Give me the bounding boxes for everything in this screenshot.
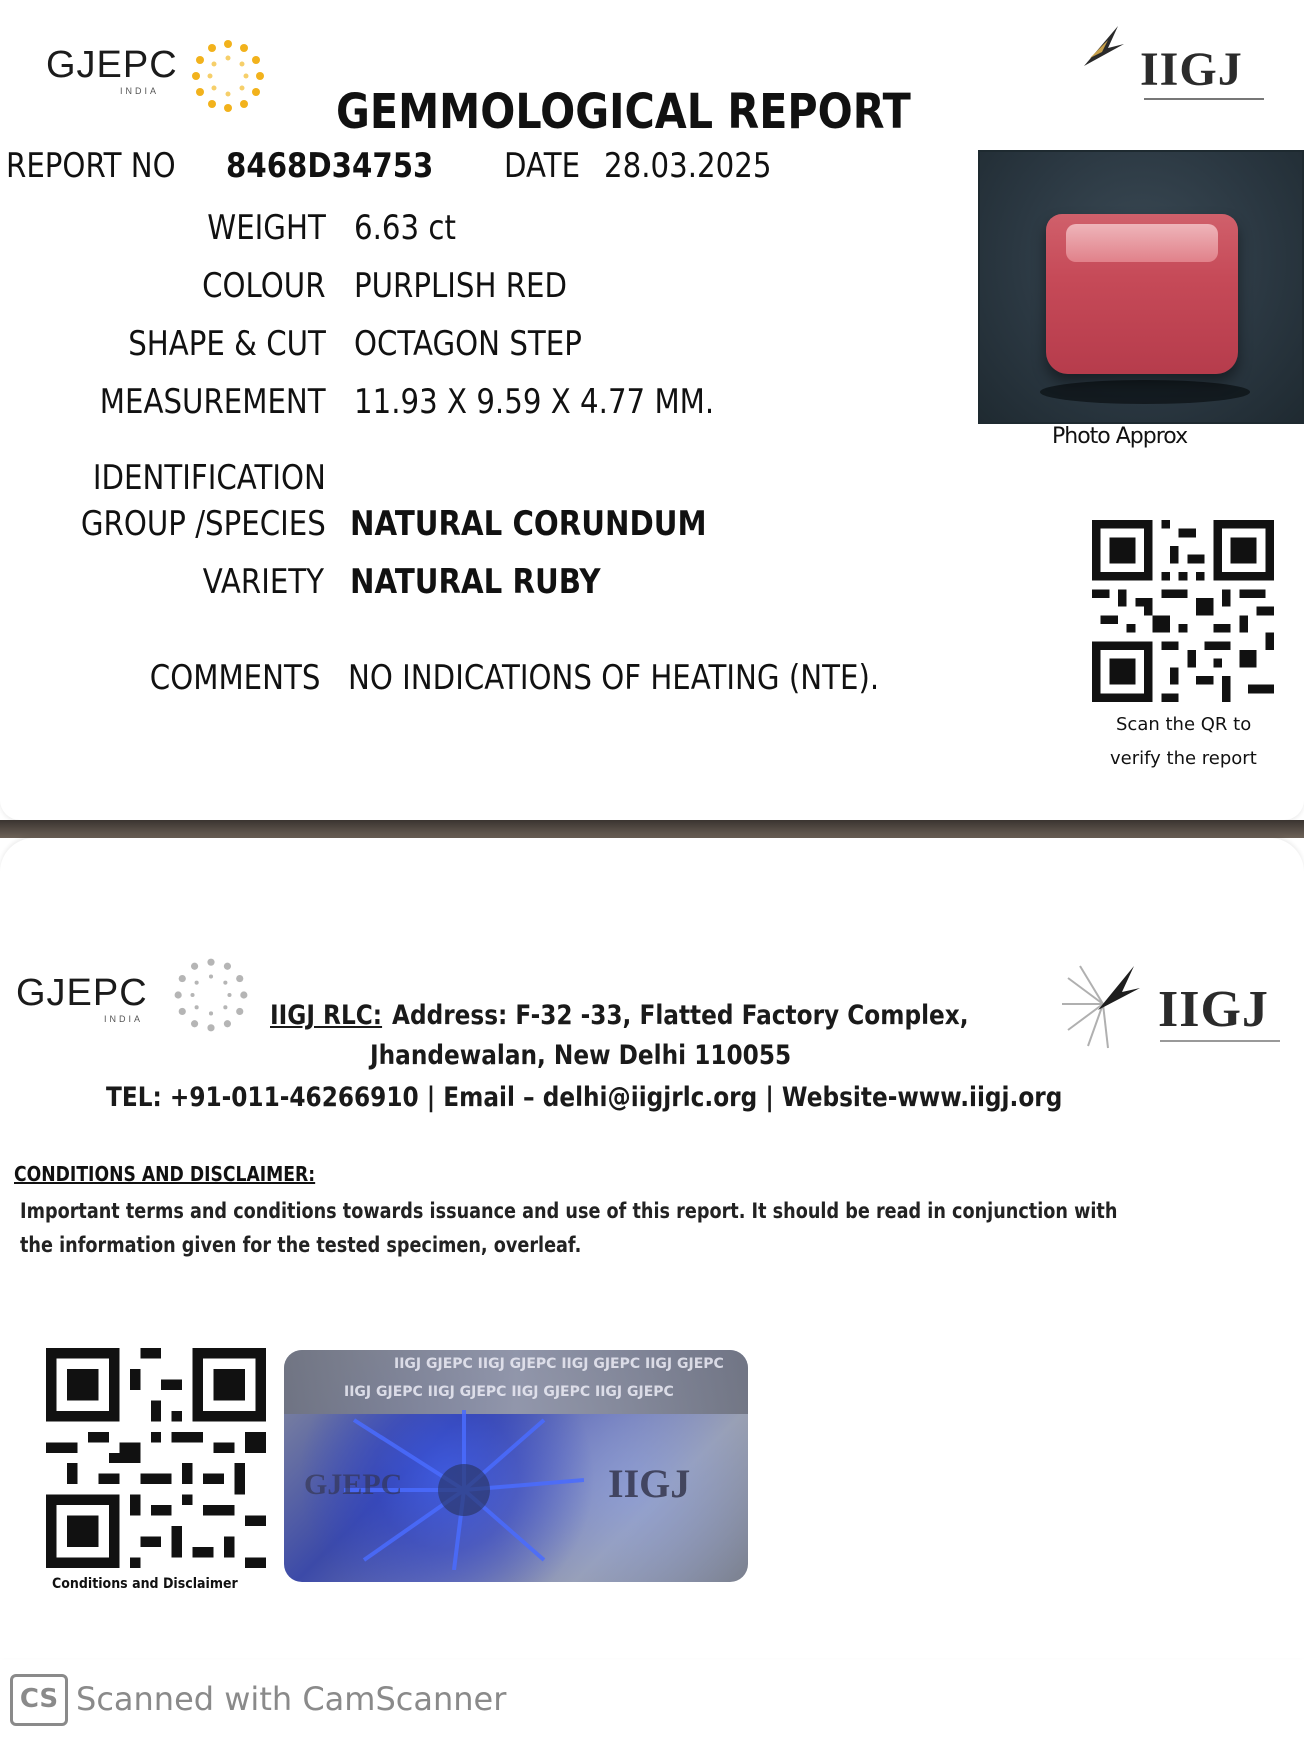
camscanner-watermark: Scanned with CamScanner xyxy=(76,1680,507,1718)
shape-cut-label: SHAPE & CUT xyxy=(128,324,326,364)
hologram-gjepc-logo: GJEPC xyxy=(304,1468,403,1501)
comments-value: NO INDICATIONS OF HEATING (NTE). xyxy=(348,658,880,698)
gem-photo xyxy=(978,150,1304,424)
variety-value: NATURAL RUBY xyxy=(350,562,601,602)
report-title: GEMMOLOGICAL REPORT xyxy=(336,84,911,140)
iigj-logo-text: IIGJ xyxy=(1140,43,1243,96)
gjepc-logo-text-back: GJEPC xyxy=(16,972,148,1014)
gem-shadow xyxy=(1040,380,1250,404)
weight-value: 6.63 ct xyxy=(354,208,456,248)
report-no-value: 8468D34753 xyxy=(226,146,434,186)
address-line2: Jhandewalan, New Delhi 110055 xyxy=(370,1040,792,1071)
gem-table-facet xyxy=(1066,224,1218,262)
photo-caption: Photo Approx xyxy=(1052,424,1188,449)
conditions-line1: Important terms and conditions towards issuance and use of this report. It should be read in conjunction with xyxy=(20,1199,1118,1223)
address-line1: Address: F-32 -33, Flatted Factory Complex, xyxy=(392,1000,969,1031)
gjepc-india-text: INDIA xyxy=(120,86,160,96)
hologram-microtext-2: IIGJ GJEPC IIGJ GJEPC IIGJ GJEPC IIGJ GJEPC xyxy=(344,1384,674,1400)
contact-line[interactable]: TEL: +91-011-46266910 | Email – delhi@iigjrlc.org | Website-www.iigj.org xyxy=(106,1082,1063,1113)
conditions-qr-caption: Conditions and Disclaimer xyxy=(52,1576,238,1592)
colour-label: COLOUR xyxy=(202,266,326,306)
conditions-heading: CONDITIONS AND DISCLAIMER: xyxy=(14,1162,316,1186)
hologram-iigj-logo: IIGJ xyxy=(608,1461,691,1506)
verify-qr-code[interactable] xyxy=(1092,518,1274,704)
report-front-card xyxy=(0,0,1304,820)
colour-value: PURPLISH RED xyxy=(354,266,568,306)
identification-label: IDENTIFICATION xyxy=(93,458,326,498)
comments-label: COMMENTS xyxy=(149,658,320,698)
iigj-logo-text-back: IIGJ xyxy=(1158,981,1269,1038)
conditions-qr-code[interactable] xyxy=(46,1346,266,1570)
shape-cut-value: OCTAGON STEP xyxy=(354,324,582,364)
gjepc-sunburst-icon-back xyxy=(172,954,250,1041)
qr-caption-line2: verify the report xyxy=(1110,748,1257,769)
gjepc-logo-text: GJEPC xyxy=(46,44,178,86)
gem-image xyxy=(1046,214,1238,374)
group-species-value: NATURAL CORUNDUM xyxy=(350,504,707,544)
security-hologram xyxy=(284,1350,748,1582)
date-value: 28.03.2025 xyxy=(604,146,772,186)
date-label: DATE xyxy=(504,146,581,186)
iigj-logo-rule xyxy=(1144,98,1264,100)
measurement-value: 11.93 X 9.59 X 4.77 MM. xyxy=(354,382,715,422)
variety-label: VARIETY xyxy=(202,562,324,602)
group-species-label: GROUP /SPECIES xyxy=(81,504,326,544)
weight-label: WEIGHT xyxy=(207,208,326,248)
hologram-microtext: IIGJ GJEPC IIGJ GJEPC IIGJ GJEPC IIGJ GJEPC xyxy=(394,1356,724,1372)
gjepc-sunburst-icon xyxy=(190,38,266,119)
address-label: IIGJ RLC: xyxy=(270,1000,383,1031)
card-gap-background xyxy=(0,820,1304,838)
camscanner-logo-icon: CS xyxy=(10,1674,68,1726)
measurement-label: MEASUREMENT xyxy=(100,382,326,422)
report-back-card xyxy=(0,838,1304,1658)
qr-caption-line1: Scan the QR to xyxy=(1116,714,1252,735)
iigj-logo-rule-back xyxy=(1160,1040,1280,1042)
gjepc-india-text-back: INDIA xyxy=(104,1014,144,1024)
iigj-arrow-icon-back xyxy=(1058,958,1148,1055)
iigj-arrow-icon xyxy=(1078,22,1128,77)
report-no-label: REPORT NO xyxy=(6,146,176,186)
conditions-line2: the information given for the tested specimen, overleaf. xyxy=(20,1233,582,1257)
